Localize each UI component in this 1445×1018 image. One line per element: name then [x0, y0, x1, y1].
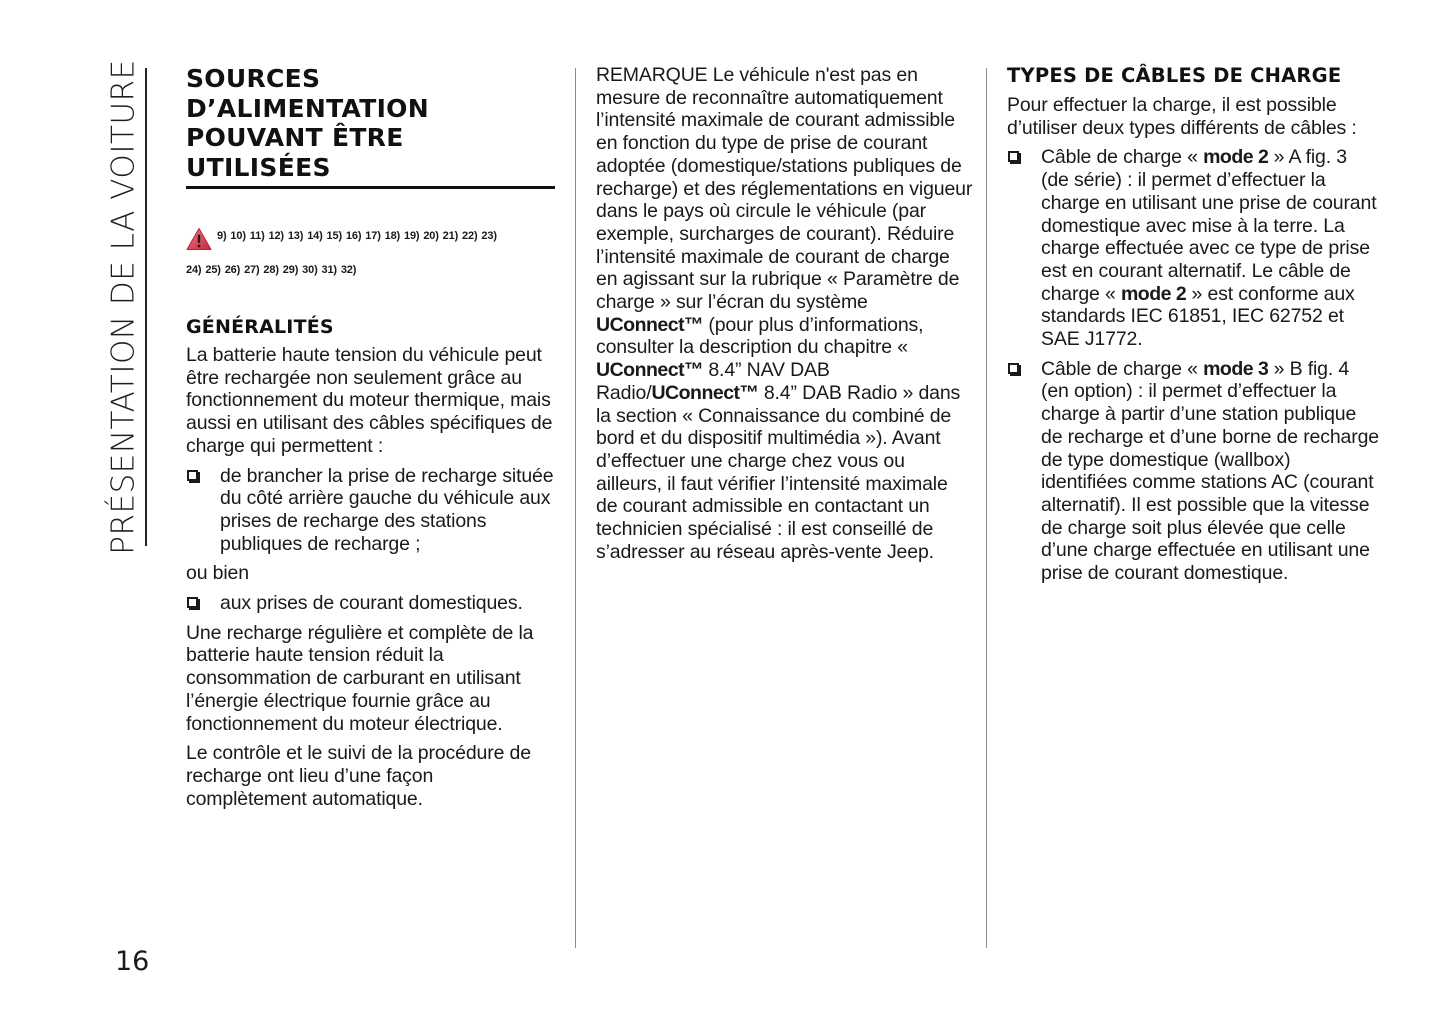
remarque-note: REMARQUE Le véhicule n'est pas en mesure de reconnaître automatiquement l’intensité maximale de courant admissible en fonction du type de prise de courant adoptée (domestique/stations publiques de recharge) et des réglementations en vigueur dans le pays où circule le véhicule (par exemple, surcharges de courant). Réduire l’intensité maximale de courant de charge en agissant sur la rubrique « Paramètre de charge » sur l’écran du système UConnect™ (pour plus d’informations, consulter la description du chapitre « UConnect™ 8.4” NAV DAB Radio/UConnect™ 8.4” DAB Radio » dans la section « Connaissance du combiné de bord et du dispositif multimédia »). Avant d’effectuer une charge chez vous ou ailleurs, il faut vérifier l’intensité maximale de courant admissible en contactant un technicien spécialisé : il est conseillé de s’adresser au réseau après-vente Jeep.	[596, 64, 973, 563]
paragraph: La batterie haute tension du véhicule peut être rechargée non seulement grâce au fonctionnement du moteur thermique, mais aussi en utilisant des câbles spécifiques de charge qui permettent :	[186, 344, 553, 457]
square-bullet-icon	[186, 592, 220, 614]
warning-triangle-icon	[186, 227, 212, 251]
paragraph: ou bien	[186, 562, 249, 585]
page-number: 16	[115, 946, 150, 977]
paragraph: Pour effectuer la charge, il est possible d’utiliser deux types différents de câbles :	[1007, 94, 1357, 139]
column-2	[596, 64, 974, 563]
column-divider-1	[575, 68, 576, 948]
brand-name: UConnect™	[596, 359, 704, 382]
section-heading-cable-types: TYPES DE CÂBLES DE CHARGE	[1007, 64, 1342, 87]
page-title: SOURCES D’ALIMENTATION POUVANT ÊTRE UTILISÉES	[186, 64, 555, 189]
chapter-title: PRÉSENTATION DE LA VOITURE	[106, 59, 142, 555]
paragraph: Le contrôle et le suivi de la procédure de recharge ont lieu d’une façon complètement automatique.	[186, 742, 531, 810]
square-bullet-icon	[1007, 146, 1041, 168]
square-bullet-icon	[186, 465, 220, 487]
column-divider-2	[986, 68, 987, 948]
column-3	[1007, 64, 1379, 585]
chapter-side-label	[104, 59, 144, 555]
brand-name: UConnect™	[651, 381, 759, 404]
list-item: aux prises de courant domestiques.	[186, 592, 558, 615]
square-bullet-icon	[1007, 358, 1041, 380]
paragraph: Une recharge régulière et complète de la batterie haute tension réduit la consommation de carburant en utilisant l’énergie électrique fournie grâce au fonctionnement du moteur électrique.	[186, 621, 534, 735]
list-item: de brancher la prise de recharge située du côté arrière gauche du véhicule aux prises de recharge des stations publiques de recharge ;	[186, 465, 558, 556]
brand-name: UConnect™	[596, 313, 704, 336]
side-divider	[145, 68, 147, 546]
column-1	[186, 64, 558, 810]
list-item: Câble de charge « mode 3 » B fig. 4 (en option) : il permet d’effectuer la charge à partir d’une station publique de recharge et d’une borne de recharge de type domestique (wallbox) identifiées comme stations AC (courant alternatif). Il est possible que la vitesse de charge soit plus élevée que celle d’une charge effectuée en utilisant une prise de courant domestique.	[1007, 358, 1379, 585]
section-heading-generalites: GÉNÉRALITÉS	[186, 316, 334, 338]
warning-references	[186, 227, 558, 285]
warning-reference-numbers: 9) 10) 11) 12) 13) 14) 15) 16) 17) 18) 19) 20) 21) 22) 23) 24) 25) 26) 27) 28) 29) 30) 31) 32)	[186, 230, 497, 276]
list-item: Câble de charge « mode 2 » A fig. 3 (de série) : il permet d’effectuer la charge en utilisant une prise de courant domestique avec mise à la terre. La charge effectuée avec ce type de prise est en courant alternatif. Le câble de charge « mode 2 » est conforme aux standards IEC 61851, IEC 62752 et SAE J1772.	[1007, 146, 1379, 350]
